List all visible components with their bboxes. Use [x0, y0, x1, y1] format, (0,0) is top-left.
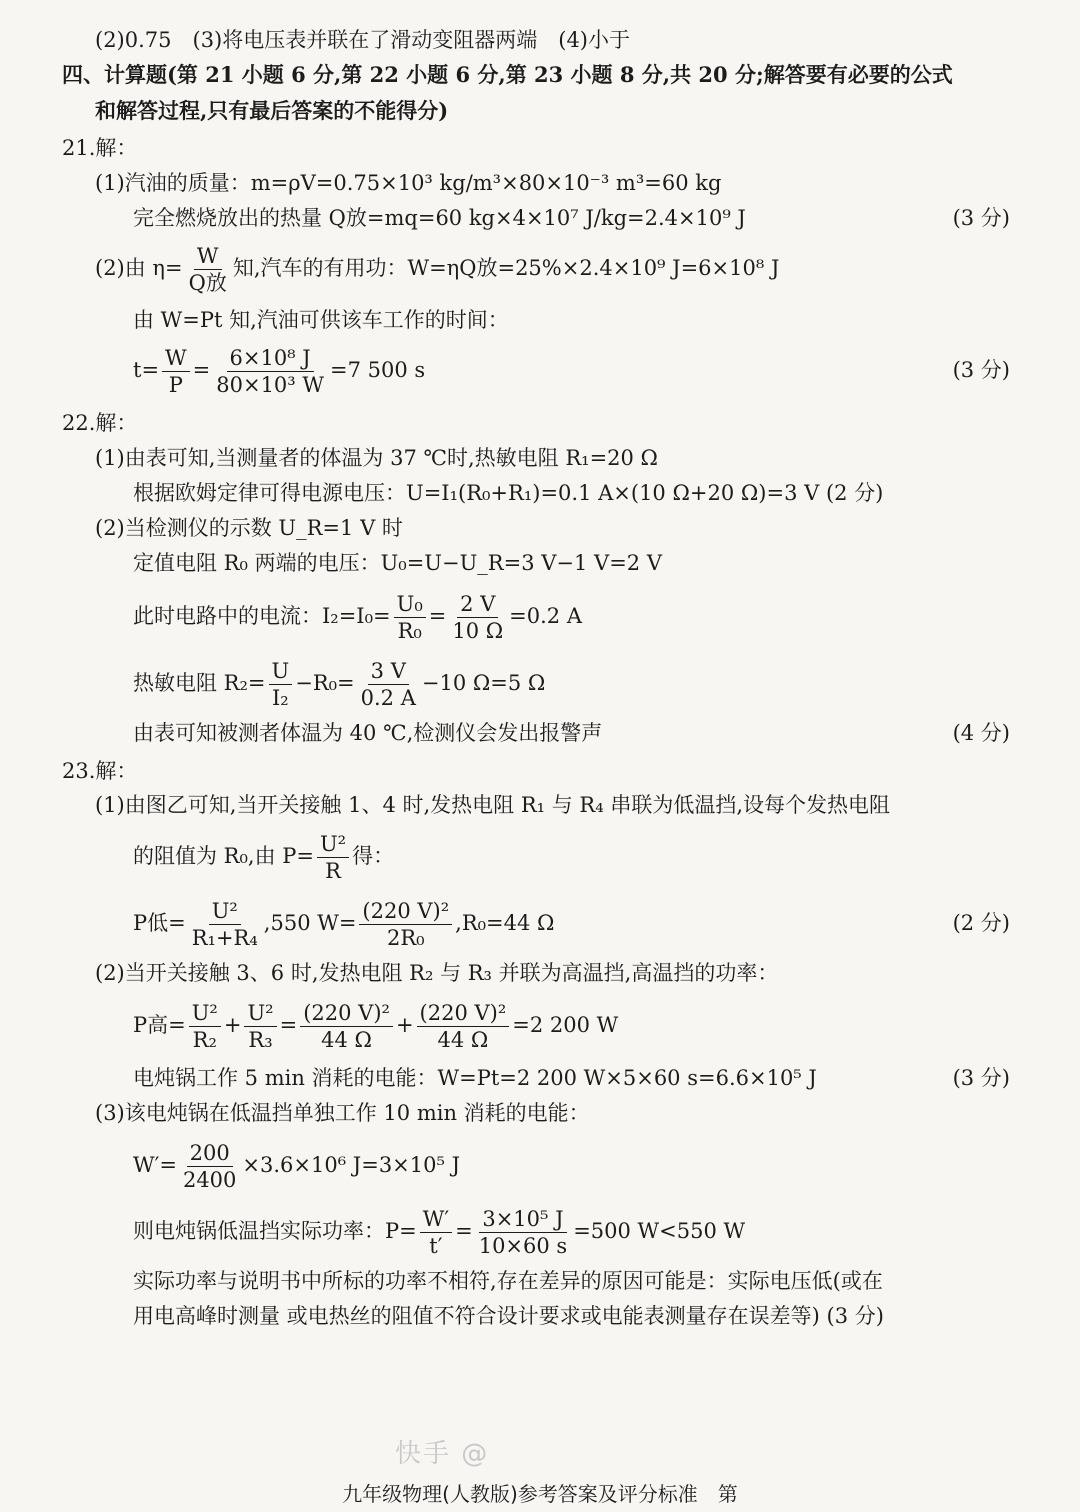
q22-line: (2)当检测仪的示数 U_R=1 V 时: [95, 516, 403, 540]
score: (2 分): [952, 911, 1010, 935]
q22-line: 根据欧姆定律可得电源电压：U=I₁(R₀+R₁)=0.1 A×(10 Ω+20 Ω)=3 V (2 分): [133, 481, 884, 505]
text: =: [192, 358, 211, 382]
denominator: 0.2 A: [360, 686, 416, 710]
denominator: R: [325, 859, 341, 883]
q22-line: 定值电阻 R₀ 两端的电压：U₀=U−U_R=3 V−1 V=2 V: [133, 551, 662, 575]
q22-formula-line: [133, 588, 582, 644]
fraction: [244, 1000, 276, 1053]
numerator: 3×10⁵ J: [479, 1206, 566, 1233]
text: −R₀=: [295, 671, 355, 695]
denominator: 44 Ω: [437, 1028, 489, 1052]
text: =: [428, 604, 447, 628]
fraction: [180, 1140, 239, 1193]
fraction: [358, 658, 419, 711]
fraction: [417, 1000, 510, 1053]
denominator: 10 Ω: [452, 619, 504, 643]
numerator: U²: [244, 1000, 276, 1027]
q21-formula-line: [133, 342, 425, 398]
text: ,R₀=44 Ω: [455, 911, 555, 935]
fraction: [213, 345, 327, 398]
text: ,550 W=: [263, 911, 357, 935]
q23-formula-line: [133, 1203, 745, 1259]
text: 的阻值为 R₀,由 P=: [133, 844, 314, 868]
q23-line: 电炖锅工作 5 min 消耗的电能：W=Pt=2 200 W×5×60 s=6.6×10⁵ J: [133, 1066, 817, 1090]
q22-line: (1)由表可知,当测量者的体温为 37 ℃时,热敏电阻 R₁=20 Ω: [95, 446, 658, 470]
q23-line: 用电高峰时测量 或电热丝的阻值不符合设计要求或电能表测量存在误差等) (3 分): [133, 1304, 884, 1328]
denominator: 44 Ω: [321, 1028, 372, 1052]
text: −10 Ω=5 Ω: [421, 671, 546, 695]
numerator: W′: [420, 1206, 452, 1233]
text: =7 500 s: [329, 358, 426, 382]
numerator: U: [269, 658, 293, 685]
text: t=: [133, 358, 160, 382]
page-footer: 九年级物理(人教版)参考答案及评分标准 第: [342, 1482, 738, 1506]
score: (3 分): [952, 1066, 1010, 1090]
q23-formula-line: [133, 828, 394, 884]
fraction: [269, 658, 293, 711]
fraction: [317, 831, 349, 884]
numerator: (220 V)²: [359, 898, 452, 925]
q21-label: 21.解：: [62, 136, 138, 160]
q22-formula-line: [133, 655, 545, 711]
q23-formula-line: [133, 895, 554, 951]
numerator: (220 V)²: [300, 1000, 393, 1027]
numerator: 6×10⁸ J: [227, 345, 314, 372]
score: (3 分): [952, 358, 1010, 382]
numerator: (220 V)²: [417, 1000, 510, 1027]
numerator: 3 V: [368, 658, 409, 685]
numerator: W: [194, 243, 222, 270]
score: (3 分): [952, 206, 1010, 230]
text: 热敏电阻 R₂=: [133, 671, 266, 695]
section-title-cont: 和解答过程,只有最后答案的不能得分): [95, 98, 449, 123]
fraction: [300, 1000, 393, 1053]
numerator: U²: [189, 1000, 221, 1027]
fraction: [394, 591, 426, 644]
q23-label: 23.解：: [62, 759, 138, 783]
numerator: 200: [187, 1140, 233, 1167]
text: 则电炖锅低温挡实际功率：P=: [133, 1219, 417, 1243]
fraction: [186, 243, 230, 296]
text: +: [395, 1013, 414, 1037]
denominator: Q放: [188, 271, 227, 295]
answer-line-q20: (2)0.75 (3)将电压表并联在了滑动变阻器两端 (4)小于: [95, 28, 630, 52]
text: 知,汽车的有用功：W=ηQ放=25%×2.4×10⁹ J=6×10⁸ J: [232, 256, 780, 280]
numerator: 2 V: [457, 591, 498, 618]
text: 此时电路中的电流：I₂=I₀=: [133, 604, 391, 628]
text: =2 200 W: [512, 1013, 619, 1037]
numerator: U²: [209, 898, 241, 925]
q21-formula-line: [95, 240, 779, 296]
denominator: P: [168, 373, 183, 397]
q22-line: 由表可知被测者体温为 40 ℃,检测仪会发出报警声: [133, 721, 603, 745]
fraction: [189, 1000, 221, 1053]
denominator: I₂: [272, 686, 289, 710]
q21-line: (1)汽油的质量：m=ρV=0.75×10³ kg/m³×80×10⁻³ m³=60 kg: [95, 171, 722, 195]
numerator: W: [162, 345, 190, 372]
denominator: R₃: [248, 1028, 273, 1052]
text: (2)由 η=: [95, 256, 183, 280]
watermark: 快手 @: [395, 1439, 490, 1469]
q22-label: 22.解：: [62, 411, 138, 435]
text: W′=: [133, 1153, 177, 1177]
fraction: [162, 345, 190, 398]
text: =: [279, 1013, 298, 1037]
score: (4 分): [952, 721, 1010, 745]
q23-line: (1)由图乙可知,当开关接触 1、4 时,发热电阻 R₁ 与 R₄ 串联为低温挡,设每个发热电阻: [95, 793, 891, 817]
denominator: R₁+R₄: [191, 926, 258, 950]
section-title: 四、计算题(第 21 小题 6 分,第 22 小题 6 分,第 23 小题 8 分,共 20 分;解答要有必要的公式: [62, 62, 953, 87]
q21-line: 由 W=Pt 知,汽油可供该车工作的时间：: [133, 308, 509, 332]
fraction: [449, 591, 506, 644]
denominator: 2R₀: [386, 926, 425, 950]
text: P高=: [133, 1013, 186, 1037]
q23-formula-line: [133, 1137, 460, 1193]
q23-line: (3)该电炖锅在低温挡单独工作 10 min 消耗的电能：: [95, 1101, 590, 1125]
q21-line: 完全燃烧放出的热量 Q放=mq=60 kg×4×10⁷ J/kg=2.4×10⁹ J: [133, 206, 746, 230]
denominator: 80×10³ W: [216, 373, 324, 397]
numerator: U₀: [394, 591, 426, 618]
fraction: [476, 1206, 571, 1259]
denominator: t′: [429, 1234, 443, 1258]
numerator: U²: [317, 831, 349, 858]
text: 得：: [352, 844, 395, 868]
q23-line: 实际功率与说明书中所标的功率不相符,存在差异的原因可能是：实际电压低(或在: [133, 1269, 883, 1293]
denominator: 10×60 s: [478, 1234, 568, 1258]
denominator: 2400: [182, 1168, 237, 1192]
fraction: [420, 1206, 452, 1259]
text: =500 W<550 W: [573, 1219, 746, 1243]
q23-formula-line: [133, 997, 618, 1053]
fraction: [189, 898, 261, 951]
text: P低=: [133, 911, 186, 935]
text: =0.2 A: [509, 604, 583, 628]
fraction: [359, 898, 452, 951]
q23-line: (2)当开关接触 3、6 时,发热电阻 R₂ 与 R₃ 并联为高温挡,高温挡的功率：: [95, 961, 779, 985]
text: ×3.6×10⁶ J=3×10⁵ J: [242, 1153, 461, 1177]
denominator: R₀: [397, 619, 422, 643]
denominator: R₂: [192, 1028, 217, 1052]
text: =: [455, 1219, 473, 1243]
text: +: [223, 1013, 242, 1037]
